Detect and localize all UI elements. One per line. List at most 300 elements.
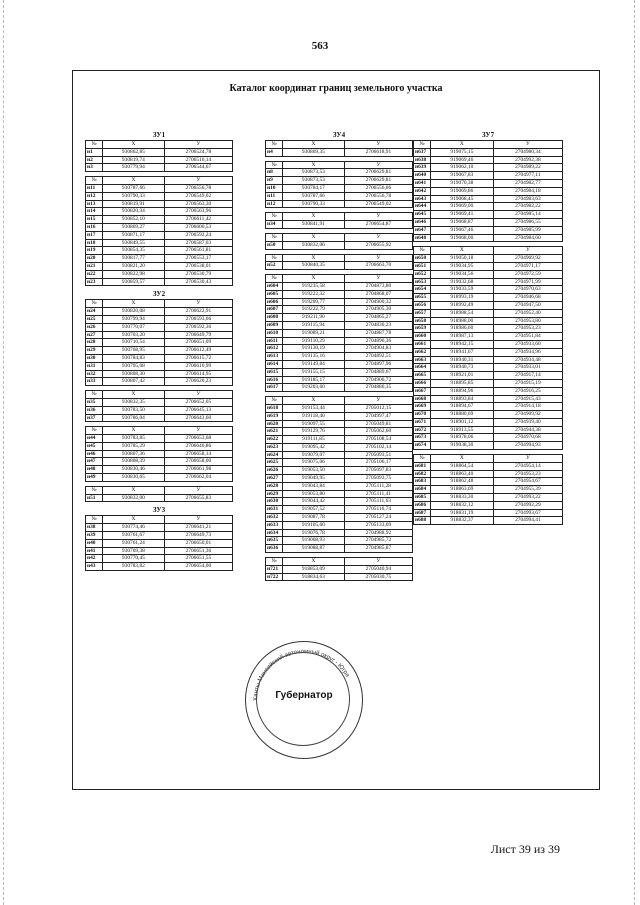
table-row bbox=[86, 200, 233, 208]
point-id: н1 bbox=[86, 148, 103, 156]
point-id: н42 bbox=[86, 555, 103, 563]
point-id: н658 bbox=[414, 317, 431, 325]
header-x: X bbox=[283, 275, 345, 283]
point-id: н614 bbox=[266, 360, 283, 368]
point-id: н627 bbox=[266, 475, 283, 483]
header-y: У bbox=[164, 300, 232, 308]
table-row bbox=[266, 184, 413, 192]
y-value: 2706653,68 bbox=[164, 435, 232, 443]
x-value: 919053,80 bbox=[283, 490, 345, 498]
point-id: н722 bbox=[266, 573, 283, 581]
y-value: 2706592,36 bbox=[164, 323, 232, 331]
y-value: 2704969,92 bbox=[493, 255, 562, 263]
point-id: н634 bbox=[266, 529, 283, 537]
table-row bbox=[266, 565, 413, 573]
x-value: 930832,00 bbox=[103, 494, 165, 502]
table-row bbox=[266, 420, 413, 428]
x-value: 930854,35 bbox=[103, 247, 165, 255]
header-row bbox=[86, 177, 233, 185]
x-value: 919075,06 bbox=[283, 459, 345, 467]
point-id: н663 bbox=[414, 356, 431, 364]
y-value: 2704985,99 bbox=[493, 226, 562, 234]
table-row bbox=[414, 234, 563, 242]
table-row bbox=[266, 353, 413, 361]
x-value: 930807,36 bbox=[103, 450, 165, 458]
x-value: 930799,94 bbox=[103, 315, 165, 323]
y-value: 2704993,22 bbox=[493, 494, 562, 502]
y-value: 2704889,67 bbox=[344, 368, 412, 376]
table-row bbox=[414, 462, 563, 470]
point-id: н34 bbox=[266, 221, 283, 229]
y-value: 2704934,96 bbox=[493, 348, 562, 356]
table-row bbox=[86, 331, 233, 339]
x-value: 930785,29 bbox=[103, 442, 165, 450]
y-value: 2704980,34 bbox=[493, 148, 562, 156]
x-value: 919068,87 bbox=[431, 218, 494, 226]
y-value: 2704955,39 bbox=[493, 486, 562, 494]
table-row bbox=[86, 164, 233, 172]
y-value: 2704916,25 bbox=[493, 387, 562, 395]
header-x: X bbox=[103, 486, 165, 494]
y-value: 2704880,35 bbox=[344, 384, 412, 392]
table-row bbox=[86, 466, 233, 474]
y-value: 2705012,15 bbox=[344, 404, 412, 412]
y-value: 2704933,60 bbox=[493, 340, 562, 348]
x-value: 930761,67 bbox=[103, 532, 165, 540]
coordinate-table bbox=[85, 486, 233, 503]
y-value: 2706524,78 bbox=[164, 148, 232, 156]
point-id: н630 bbox=[266, 498, 283, 506]
y-value: 2705049,81 bbox=[344, 420, 412, 428]
x-value: 930808,39 bbox=[103, 458, 165, 466]
y-value: 2705111,63 bbox=[344, 498, 412, 506]
y-value: 2704994,41 bbox=[493, 517, 562, 525]
point-id: н638 bbox=[414, 156, 431, 164]
point-id: н685 bbox=[414, 494, 431, 502]
x-value: 919044,42 bbox=[283, 498, 345, 506]
y-value: 2704971,17 bbox=[493, 262, 562, 270]
y-value: 2705097,83 bbox=[344, 467, 412, 475]
x-value: 930790,33 bbox=[103, 192, 165, 200]
y-value: 2706622,91 bbox=[164, 308, 232, 316]
table-row bbox=[414, 309, 563, 317]
point-id: н12 bbox=[86, 192, 103, 200]
table-row bbox=[266, 537, 413, 545]
y-value: 2706556,06 bbox=[344, 184, 412, 192]
table-row bbox=[414, 372, 563, 380]
y-value: 2706530,79 bbox=[164, 270, 232, 278]
y-value: 2704905,30 bbox=[344, 306, 412, 314]
point-id: н684 bbox=[414, 486, 431, 494]
y-value: 2704985,87 bbox=[344, 545, 412, 553]
table-row bbox=[86, 323, 233, 331]
x-value: 930841,91 bbox=[283, 221, 345, 229]
header-y: У bbox=[493, 141, 562, 149]
header-y: У bbox=[344, 213, 412, 221]
point-id: н653 bbox=[414, 278, 431, 286]
point-id: н618 bbox=[266, 404, 283, 412]
column-2 bbox=[265, 129, 413, 585]
header-num: № bbox=[86, 427, 103, 435]
table-row bbox=[266, 177, 413, 185]
table-row bbox=[266, 529, 413, 537]
y-value: 2706563,96 bbox=[164, 208, 232, 216]
header-row bbox=[266, 254, 413, 262]
x-value: 919062,10 bbox=[431, 164, 494, 172]
table-row bbox=[86, 262, 233, 270]
x-value: 919153,44 bbox=[283, 404, 345, 412]
point-id: н626 bbox=[266, 467, 283, 475]
x-value: 930817,77 bbox=[103, 255, 165, 263]
y-value: 2704970,63 bbox=[493, 286, 562, 294]
point-id: н610 bbox=[266, 329, 283, 337]
y-value: 2704953,23 bbox=[493, 470, 562, 478]
table-row bbox=[266, 459, 413, 467]
x-value: 930822,98 bbox=[103, 270, 165, 278]
point-id: н30 bbox=[86, 354, 103, 362]
y-value: 2704997,47 bbox=[344, 412, 412, 420]
header-row bbox=[414, 455, 563, 463]
header-x: X bbox=[103, 516, 165, 524]
y-value: 2704892,51 bbox=[344, 353, 412, 361]
point-id: н28 bbox=[86, 339, 103, 347]
x-value: 930869,35 bbox=[283, 148, 345, 156]
x-value: 930832,06 bbox=[283, 241, 345, 249]
table-row bbox=[86, 339, 233, 347]
header-x: X bbox=[103, 141, 165, 149]
header-x: X bbox=[431, 455, 494, 463]
x-value: 930783,50 bbox=[103, 406, 165, 414]
coordinate-table bbox=[413, 140, 563, 242]
point-id: н668 bbox=[414, 395, 431, 403]
coordinate-table bbox=[265, 557, 413, 581]
header-y: У bbox=[164, 177, 232, 185]
table-row bbox=[414, 156, 563, 164]
point-id: н48 bbox=[86, 466, 103, 474]
page-edge-left bbox=[3, 0, 5, 905]
point-id: н621 bbox=[266, 428, 283, 436]
point-id: н661 bbox=[414, 340, 431, 348]
table-row bbox=[414, 494, 563, 502]
x-value: 918864,54 bbox=[431, 462, 494, 470]
x-value: 919076,78 bbox=[283, 529, 345, 537]
x-value: 919135,16 bbox=[283, 353, 345, 361]
y-value: 2704984,18 bbox=[493, 187, 562, 195]
y-value: 2704982,77 bbox=[493, 179, 562, 187]
table-row bbox=[414, 478, 563, 486]
table-row bbox=[414, 317, 563, 325]
point-id: н657 bbox=[414, 309, 431, 317]
point-id: н38 bbox=[86, 524, 103, 532]
x-value: 918863,40 bbox=[431, 470, 494, 478]
table-row bbox=[86, 255, 233, 263]
y-value: 2704977,11 bbox=[493, 172, 562, 180]
table-row bbox=[86, 532, 233, 540]
x-value: 930830,46 bbox=[103, 466, 165, 474]
table-row bbox=[266, 404, 413, 412]
point-id: н637 bbox=[414, 148, 431, 156]
x-value: 919069,86 bbox=[431, 187, 494, 195]
x-value: 919118,40 bbox=[283, 412, 345, 420]
table-row bbox=[414, 356, 563, 364]
header-row bbox=[266, 397, 413, 405]
header-row bbox=[86, 391, 233, 399]
x-value: 919111,85 bbox=[283, 436, 345, 444]
x-value: 930830,65 bbox=[103, 474, 165, 482]
table-row bbox=[414, 434, 563, 442]
y-value: 2706651,36 bbox=[164, 547, 232, 555]
x-value: 919069,46 bbox=[431, 156, 494, 164]
table-row bbox=[86, 398, 233, 406]
x-value: 918940,73 bbox=[431, 364, 494, 372]
x-value: 930849,55 bbox=[103, 239, 165, 247]
table-row bbox=[414, 348, 563, 356]
y-value: 2706654,87 bbox=[344, 221, 412, 229]
y-value: 2704934,48 bbox=[493, 356, 562, 364]
y-value: 2704953,80 bbox=[493, 317, 562, 325]
x-value: 919034,56 bbox=[431, 270, 494, 278]
table-row bbox=[414, 203, 563, 211]
header-x: X bbox=[283, 558, 345, 566]
y-value: 2705030,75 bbox=[344, 573, 412, 581]
point-id: н11 bbox=[266, 192, 283, 200]
y-value: 2704954,67 bbox=[493, 478, 562, 486]
table-row bbox=[414, 325, 563, 333]
table-row bbox=[414, 486, 563, 494]
point-id: н687 bbox=[414, 509, 431, 517]
y-value: 2704953,23 bbox=[493, 325, 562, 333]
x-value: 930819,91 bbox=[103, 200, 165, 208]
y-value: 2706641,21 bbox=[164, 524, 232, 532]
x-value: 919068,45 bbox=[431, 195, 494, 203]
point-id: н609 bbox=[266, 321, 283, 329]
table-row bbox=[266, 482, 413, 490]
point-id: н44 bbox=[86, 435, 103, 443]
x-value: 930786,04 bbox=[103, 414, 165, 422]
y-value: 2706556,78 bbox=[344, 192, 412, 200]
x-value: 919105,60 bbox=[283, 521, 345, 529]
x-value: 919057,52 bbox=[283, 506, 345, 514]
y-value: 2705127,24 bbox=[344, 514, 412, 522]
header-row bbox=[414, 141, 563, 149]
coordinate-table bbox=[85, 515, 233, 571]
x-value: 919095,42 bbox=[283, 443, 345, 451]
y-value: 2704933,01 bbox=[493, 364, 562, 372]
point-id: н17 bbox=[86, 231, 103, 239]
table-row bbox=[266, 337, 413, 345]
x-value: 930820,08 bbox=[103, 308, 165, 316]
table-row bbox=[414, 278, 563, 286]
point-id: н664 bbox=[414, 364, 431, 372]
header-row bbox=[414, 247, 563, 255]
point-id: н605 bbox=[266, 290, 283, 298]
point-id: н628 bbox=[266, 482, 283, 490]
x-value: 918894,96 bbox=[431, 387, 494, 395]
header-x: X bbox=[103, 300, 165, 308]
point-id: н636 bbox=[266, 545, 283, 553]
point-id: н671 bbox=[414, 418, 431, 426]
x-value: 918894,67 bbox=[431, 403, 494, 411]
point-id: н647 bbox=[414, 226, 431, 234]
table-row bbox=[414, 148, 563, 156]
header-x: X bbox=[103, 391, 165, 399]
y-value: 2706646,86 bbox=[164, 442, 232, 450]
coordinate-table bbox=[85, 299, 233, 386]
table-row bbox=[414, 501, 563, 509]
x-value: 930783,85 bbox=[103, 435, 165, 443]
table-row bbox=[414, 262, 563, 270]
x-value: 919089,21 bbox=[283, 329, 345, 337]
table-row bbox=[414, 340, 563, 348]
table-row bbox=[414, 187, 563, 195]
point-id: н21 bbox=[86, 262, 103, 270]
point-id: н639 bbox=[414, 164, 431, 172]
table-row bbox=[86, 474, 233, 482]
y-value: 2705093,51 bbox=[344, 451, 412, 459]
table-row bbox=[86, 442, 233, 450]
table-row bbox=[266, 443, 413, 451]
table-row bbox=[86, 547, 233, 555]
table-row bbox=[266, 412, 413, 420]
table-row bbox=[266, 506, 413, 514]
coordinate-table bbox=[85, 140, 233, 172]
point-id: н631 bbox=[266, 506, 283, 514]
x-value: 930769,38 bbox=[103, 547, 165, 555]
point-id: н672 bbox=[414, 426, 431, 434]
table-row bbox=[266, 360, 413, 368]
header-y: У bbox=[344, 161, 412, 169]
x-value: 919075,15 bbox=[431, 148, 494, 156]
point-id: н10 bbox=[266, 184, 283, 192]
x-value: 930703,20 bbox=[103, 331, 165, 339]
x-value: 919070,38 bbox=[431, 179, 494, 187]
point-id: н15 bbox=[86, 216, 103, 224]
table-row bbox=[86, 231, 233, 239]
header-y: У bbox=[344, 141, 412, 149]
y-value: 2704914,18 bbox=[493, 403, 562, 411]
point-id: н51 bbox=[86, 494, 103, 502]
table-row bbox=[414, 364, 563, 372]
header-row bbox=[86, 427, 233, 435]
point-id: н14 bbox=[86, 208, 103, 216]
table-row bbox=[86, 494, 233, 502]
point-id: н669 bbox=[414, 403, 431, 411]
point-id: н686 bbox=[414, 501, 431, 509]
point-id: н682 bbox=[414, 470, 431, 478]
coordinate-table bbox=[413, 246, 563, 450]
table-row bbox=[86, 524, 233, 532]
table-row bbox=[266, 384, 413, 392]
point-id: н643 bbox=[414, 195, 431, 203]
x-value: 919079,07 bbox=[283, 451, 345, 459]
point-id: н23 bbox=[86, 278, 103, 286]
y-value: 2704900,32 bbox=[344, 298, 412, 306]
table-row bbox=[414, 179, 563, 187]
table-row bbox=[86, 370, 233, 378]
header-num: № bbox=[414, 247, 431, 255]
x-value: 919038,30 bbox=[431, 442, 494, 450]
table-row bbox=[414, 442, 563, 450]
x-value: 918942,15 bbox=[431, 340, 494, 348]
y-value: 2706592,24 bbox=[164, 231, 232, 239]
column-3 bbox=[413, 129, 563, 529]
x-value: 919069,41 bbox=[431, 211, 494, 219]
table-row bbox=[414, 218, 563, 226]
y-value: 2704983,63 bbox=[493, 195, 562, 203]
x-value: 930783,82 bbox=[103, 563, 165, 571]
y-value: 2704985,72 bbox=[344, 537, 412, 545]
table-row bbox=[414, 403, 563, 411]
x-value: 919203,60 bbox=[283, 384, 345, 392]
header-x: X bbox=[283, 141, 345, 149]
table-row bbox=[266, 475, 413, 483]
point-id: н652 bbox=[414, 270, 431, 278]
point-id: н662 bbox=[414, 348, 431, 356]
table-row bbox=[86, 208, 233, 216]
header-row bbox=[266, 213, 413, 221]
header-x: X bbox=[103, 177, 165, 185]
x-value: 918941,67 bbox=[431, 348, 494, 356]
x-value: 930859,57 bbox=[103, 278, 165, 286]
x-value: 930819,74 bbox=[103, 156, 165, 164]
x-value: 918913,55 bbox=[431, 426, 494, 434]
y-value: 2706662,04 bbox=[164, 474, 232, 482]
table-row bbox=[86, 450, 233, 458]
header-x: X bbox=[283, 161, 345, 169]
table-row bbox=[86, 192, 233, 200]
y-value: 2706614,95 bbox=[164, 370, 232, 378]
table-row bbox=[414, 379, 563, 387]
y-value: 2704917,14 bbox=[493, 372, 562, 380]
y-value: 2704954,14 bbox=[493, 462, 562, 470]
point-id: н9 bbox=[266, 177, 283, 185]
y-value: 2706563,30 bbox=[164, 200, 232, 208]
table-row bbox=[266, 376, 413, 384]
header-row bbox=[266, 275, 413, 283]
x-value: 919069,00 bbox=[431, 203, 494, 211]
point-id: н622 bbox=[266, 436, 283, 444]
table-row bbox=[266, 521, 413, 529]
point-id: н646 bbox=[414, 218, 431, 226]
point-id: н39 bbox=[86, 532, 103, 540]
table-row bbox=[86, 414, 233, 422]
y-value: 2705040,94 bbox=[344, 565, 412, 573]
point-id: н40 bbox=[86, 539, 103, 547]
x-value: 930761,24 bbox=[103, 539, 165, 547]
x-value: 930784,17 bbox=[283, 184, 345, 192]
y-value: 2706650,01 bbox=[164, 539, 232, 547]
y-value: 2706654,00 bbox=[164, 563, 232, 571]
y-value: 2704989,22 bbox=[493, 164, 562, 172]
table-row bbox=[86, 247, 233, 255]
header-num: № bbox=[266, 558, 283, 566]
y-value: 2706600,53 bbox=[164, 223, 232, 231]
y-value: 2704951,84 bbox=[493, 333, 562, 341]
table-row bbox=[414, 418, 563, 426]
x-value: 918893,84 bbox=[431, 395, 494, 403]
x-value: 919032,68 bbox=[431, 278, 494, 286]
table-row bbox=[414, 395, 563, 403]
y-value: 2706651,09 bbox=[164, 339, 232, 347]
header-y: У bbox=[164, 141, 232, 149]
coordinate-table bbox=[85, 176, 233, 286]
table-row bbox=[266, 192, 413, 200]
point-id: н665 bbox=[414, 372, 431, 380]
header-num: № bbox=[86, 486, 103, 494]
y-value: 2706516,14 bbox=[164, 156, 232, 164]
y-value: 2706618,91 bbox=[344, 148, 412, 156]
table-row bbox=[266, 306, 413, 314]
